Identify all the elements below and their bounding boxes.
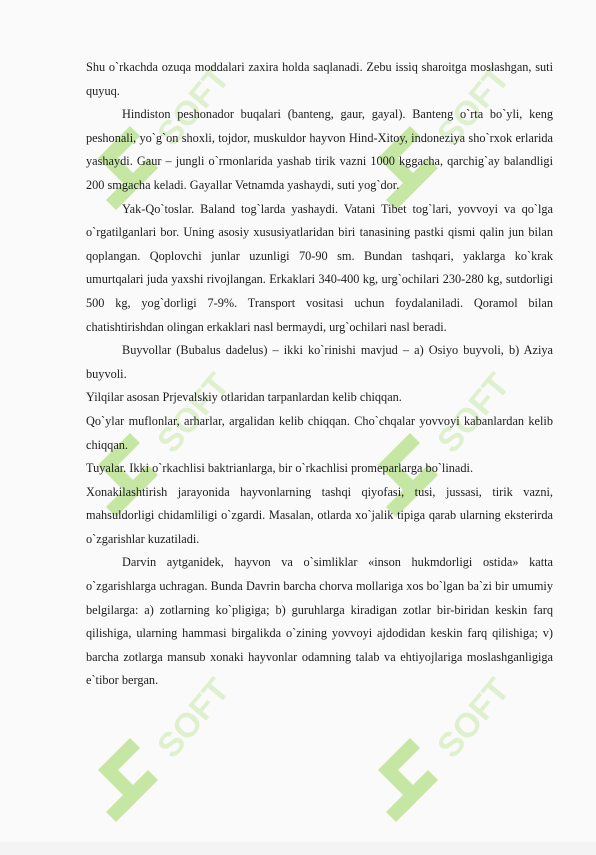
svg-text:SOFT: SOFT xyxy=(150,671,238,766)
watermark-logo xyxy=(358,671,518,850)
svg-text:SOFT: SOFT xyxy=(150,366,238,461)
document-body xyxy=(86,56,553,693)
paragraph: Yak-Qo`toslar. Baland tog`larda yashaydi. Vatani Tibet tog`lari, yovvoyi va qo`lga o`rgatilganlari bor. Uning asosiy xususiyatlaridan biri tanasining pastki qismi qalin jun bilan qoplangan. Qoplovchi junlar uzunligi 70-90 sm. Bundan tashqari, yaklarga ko`krak umurtqalari juda yaxshi rivojlangan. Erkaklari 340-400 kg, urg`ochilari 230-280 kg, sutdorligi 500 kg, yog`dorligi 7-9%. Transport vositasi uchun foydalaniladi. Qoramol bilan chatishtirishdan olingan erkaklari nasl bermaydi, urg`ochilari nasl beradi. xyxy=(86,201,553,334)
svg-text:SOFT: SOFT xyxy=(430,671,518,766)
paragraph: Xonakilashtirish jarayonida hayvonlarning tashqi qiyofasi, tusi, jussasi, tirik vazni, mahsuldorligi chidamliligi o`zgardi. Masalan, otlarda xo`jalik tipiga qarab ularning eksterirda o`zgarishlar kuzatiladi. xyxy=(86,484,553,546)
paragraph: Hindiston peshonador buqalari (banteng, gaur, gayal). Banteng o`rta bo`yli, keng peshonali, yo`g`on shoxli, tojdor, muskuldor hayvon Hind-Xitoy, indoneziya sho`rxok erlarida yashaydi. Gaur – jungli o`rmonlarida yashab tirik vazni 1000 kggacha, qarchig`ay balandligi 200 smgacha keladi. Gayallar Vetnamda yashaydi, suti yog`dor. xyxy=(86,107,553,192)
paragraph: Tuyalar. Ikki o`rkachlisi baktrianlarga, bir o`rkachlisi promeparlarga bo`linadi. xyxy=(86,461,474,476)
svg-text:SOFT: SOFT xyxy=(430,366,518,461)
paragraph: Darvin aytganidek, hayvon va o`simliklar «inson hukmdorligi ostida» katta o`zgarishlarga uchragan. Bunda Davrin barcha chorva mollariga xos bo`lgan ba`zi bir umumiy belgilarga: a) zotlarning ko`pligiga; b) guruhlarga kiradigan zotlar bir-biridan keskin farq qilishiga, ularning hammasi birgalikda o`zining yovvoyi ajdodidan keskin farq qilishiga; v) barcha zotlarga mansub xonaki hayvonlar odamning talab va ehtiyojlariga moslashganligiga e`tibor bergan. xyxy=(86,555,553,688)
svg-text:SOFT: SOFT xyxy=(430,59,518,154)
paragraph: Yilqilar asosan Prjevalskiy otlaridan tarpanlardan kelib chiqqan. xyxy=(86,390,402,405)
paragraph: Shu o`rkachda ozuqa moddalari zaxira holda saqlanadi. Zebu issiq sharoitga moslashgan, suti quyuq. xyxy=(86,60,553,98)
paragraph: Buyvollar (Bubalus dadelus) – ikki ko`rinishi mavjud – a) Osiyo buyvoli, b) Aziya buyvoli. xyxy=(86,343,553,381)
svg-text:SOFT: SOFT xyxy=(150,59,238,154)
watermark-logo xyxy=(78,671,238,850)
paragraph: Qo`ylar muflonlar, arharlar, argalidan kelib chiqqan. Cho`chqalar yovvoyi kabanlardan kelib chiqqan. xyxy=(86,413,553,452)
